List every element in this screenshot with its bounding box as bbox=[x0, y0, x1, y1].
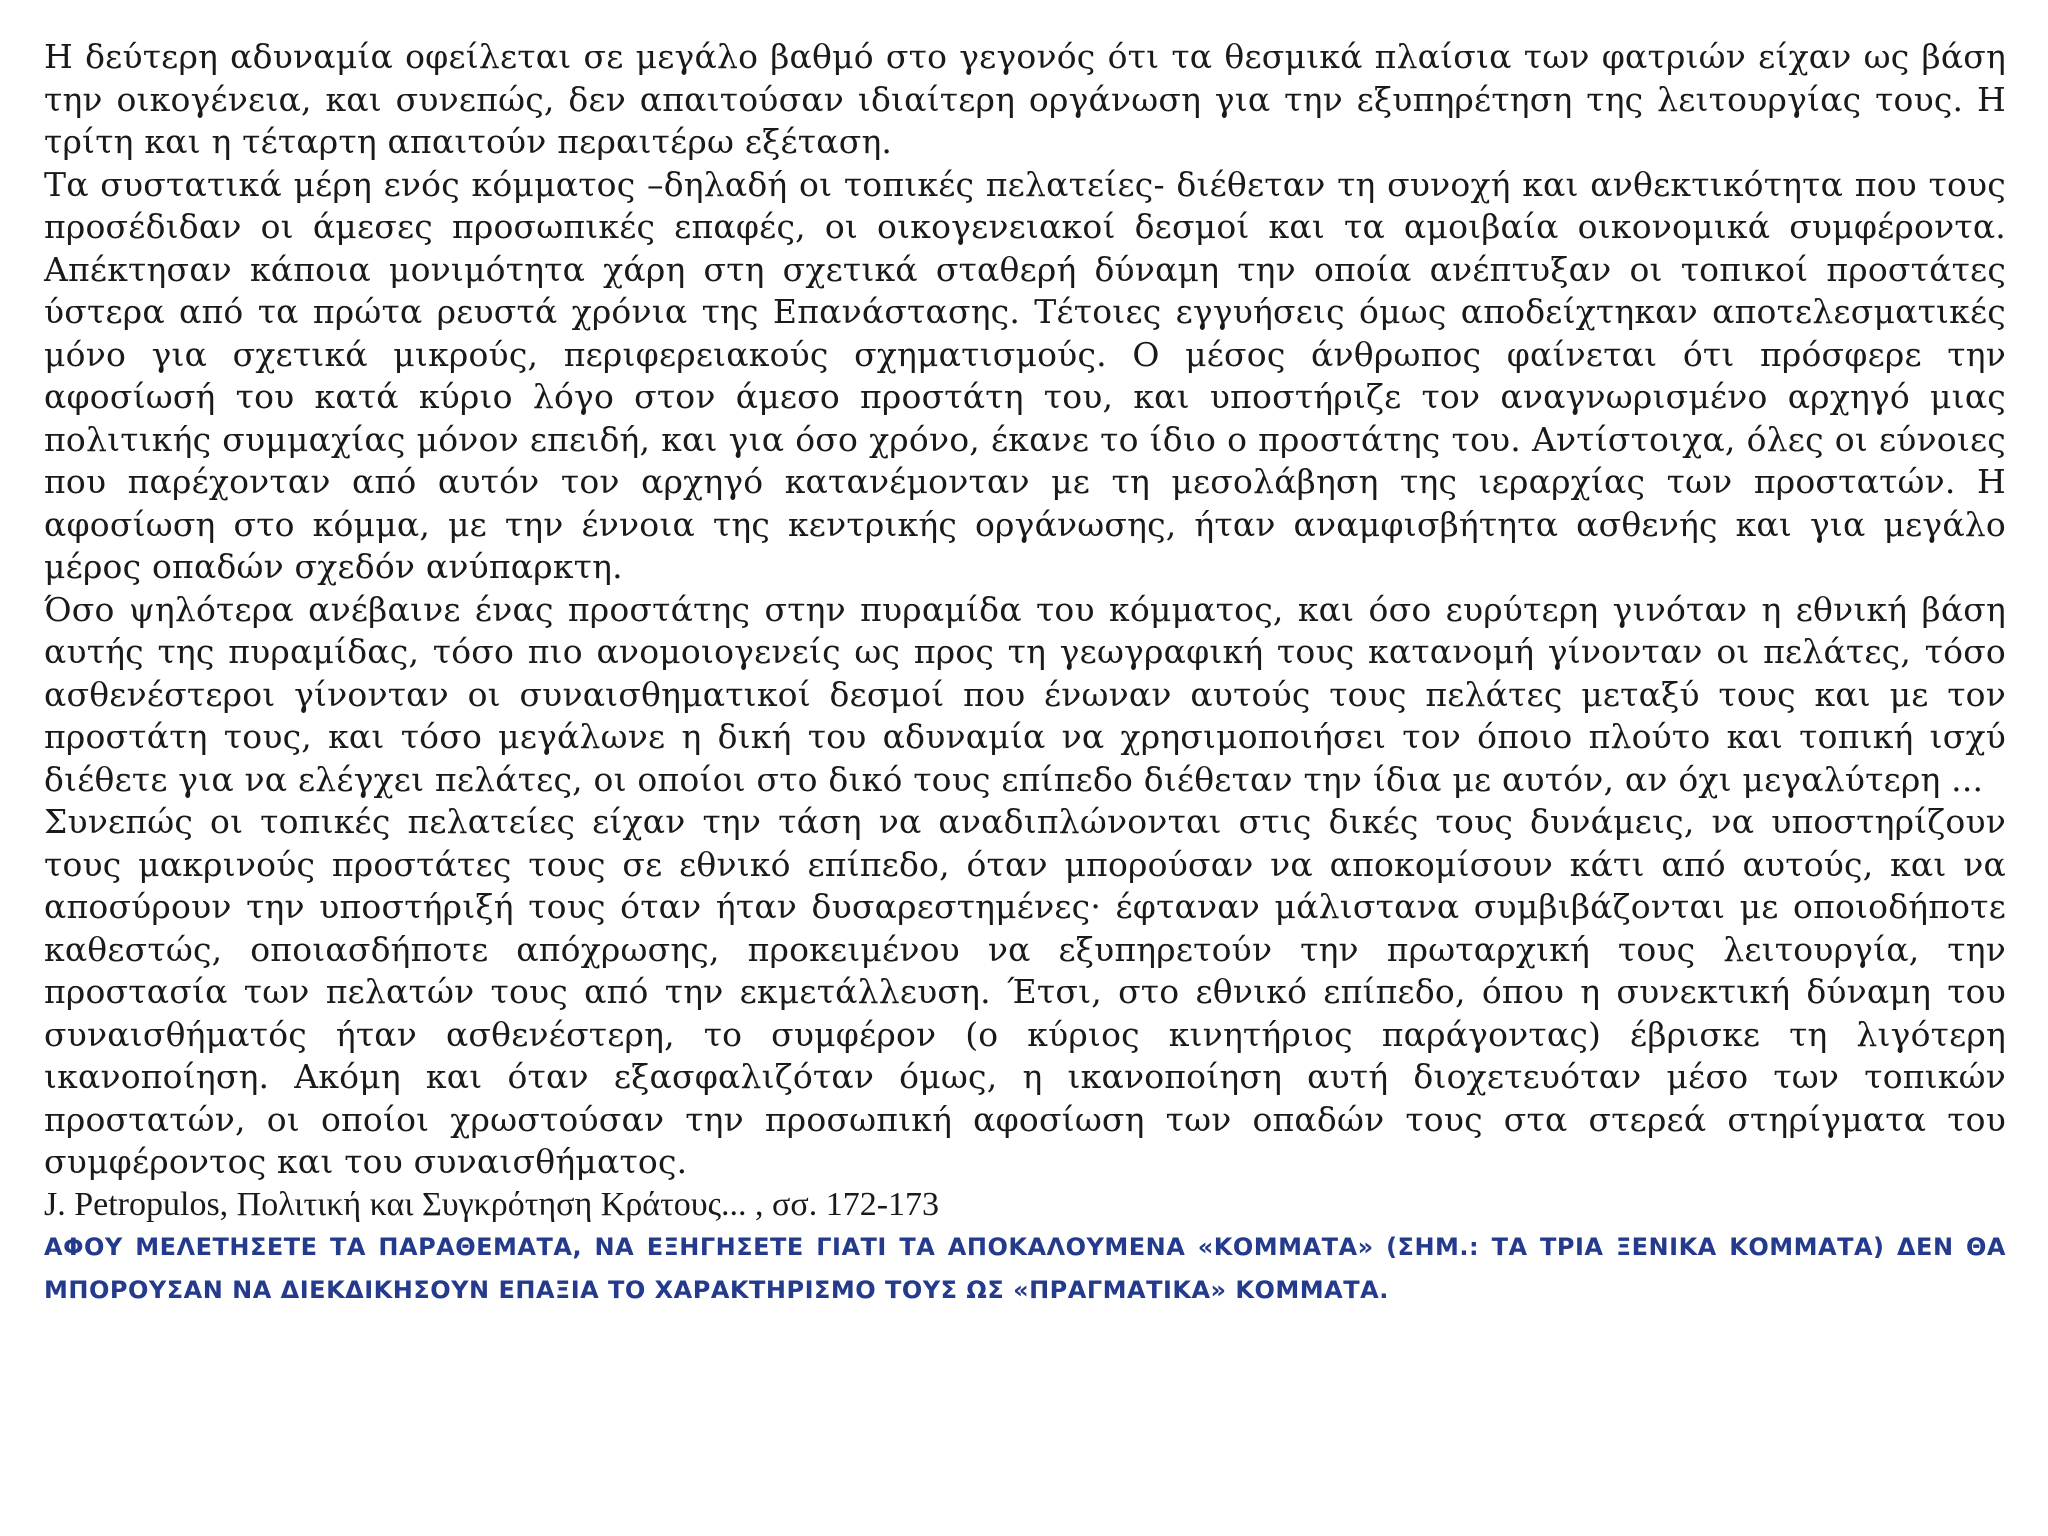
paragraph-second-weakness: Η δεύτερη αδυναμία οφείλεται σε μεγάλο βαθμό στο γεγονός ότι τα θεσμικά πλαίσια των φατριών είχαν ως βάση την οικογένεια, και συνεπώς, δεν απαιτούσαν ιδιαίτερη οργάνωση για την εξυπηρέτηση της λειτουργίας τους. Η τρίτη και η τέταρτη απαιτούν περαιτέρω εξέταση. bbox=[44, 37, 2006, 161]
paragraph-patron-pyramid: Όσο ψηλότερα ανέβαινε ένας προστάτης στην πυραμίδα του κόμματος, και όσο ευρύτερη γινόταν η εθνική βάση αυτής της πυραμίδας, τόσο πιο ανομοιογενείς ως προς τη γεωγραφική τους κατανομή γίνονταν οι πελάτες, τόσο ασθενέστεροι γίνονταν οι συναισθηματικοί δεσμοί που ένωναν αυτούς τους πελάτες μεταξύ τους και με τον προστάτη τους, και τόσο μεγάλωνε η δική του αδυναμία να χρησιμοποιήσει τον όποιο πλούτο και τοπική ισχύ διέθετε για να ελέγχει πελάτες, οι οποίοι στο δικό τους επίπεδο διέθεταν την ίδια με αυτόν, αν όχι μεγαλύτερη ... bbox=[44, 589, 2006, 799]
assignment-question: ΑΦΟΥ ΜΕΛΕΤΗΣΕΤΕ ΤΑ ΠΑΡΑΘΕΜΑΤΑ, ΝΑ ΕΞΗΓΗΣΕΤΕ ΓΙΑΤΙ ΤΑ ΑΠΟΚΑΛΟΥΜΕΝΑ «ΚΟΜΜΑΤΑ» (ΣΗΜ.: ΤΑ ΤΡΙΑ ΞΕΝΙΚΑ ΚΟΜΜΑΤΑ) ΔΕΝ ΘΑ ΜΠΟΡΟΥΣΑΝ ΝΑ ΔΙΕΚΔΙΚΗΣΟΥΝ ΕΠΑΞΙΑ ΤΟ ΧΑΡΑΚΤΗΡΙΣΜΟ ΤΟΥΣ ΩΣ «ΠΡΑΓΜΑΤΙΚΑ» ΚΟΜΜΑΤΑ. bbox=[44, 1232, 2006, 1304]
document-page bbox=[44, 36, 2006, 1312]
paragraph-party-components: Τα συστατικά μέρη ενός κόμματος –δηλαδή οι τοπικές πελατείες- διέθεταν τη συνοχή και ανθεκτικότητα που τους προσέδιδαν οι άμεσες προσωπικές επαφές, οι οικογενειακοί δεσμοί και τα αμοιβαία οικονομικά συμφέροντα. Απέκτησαν κάποια μονιμότητα χάρη στη σχετικά σταθερή δύναμη την οποία ανέπτυξαν οι τοπικοί προστάτες ύστερα από τα πρώτα ρευστά χρόνια της Επανάστασης. Τέτοιες εγγυήσεις όμως αποδείχτηκαν αποτελεσματικές μόνο για σχετικά μικρούς, περιφερειακούς σχηματισμούς. Ο μέσος άνθρωπος φαίνεται ότι πρόσφερε την αφοσίωσή του κατά κύριο λόγο στον άμεσο προστάτη του, και υποστήριζε τον αναγνωρισμένο αρχηγό μιας πολιτικής συμμαχίας μόνον επειδή, και για όσο χρόνο, έκανε το ίδιο ο προστάτης του. Αντίστοιχα, όλες οι εύνοιες που παρέχονταν από αυτόν τον αρχηγό κατανέμονταν με τη μεσολάβηση της ιεραρχίας των προστατών. Η αφοσίωση στο κόμμα, με την έννοια της κεντρικής οργάνωσης, ήταν αναμφισβήτητα ασθενής και για μεγάλο μέρος οπαδών σχεδόν ανύπαρκτη. bbox=[44, 164, 2006, 586]
source-citation: J. Petropulos, Πολιτική και Συγκρότηση Κράτους... , σσ. 172-173 bbox=[44, 1185, 940, 1223]
paragraph-local-clienteles: Συνεπώς οι τοπικές πελατείες είχαν την τάση να αναδιπλώνονται στις δικές τους δυνάμεις, να υποστηρίζουν τους μακρινούς προστάτες τους σε εθνικό επίπεδο, όταν μπορούσαν να αποκομίσουν κάτι από αυτούς, και να αποσύρουν την υποστήριξή τους όταν ήταν δυσαρεστημένες· έφταναν μάλιστανα συμβιβάζονται με οποιοδήποτε καθεστώς, οποιασδήποτε απόχρωσης, προκειμένου να εξυπηρετούν την πρωταρχική τους λειτουργία, την προστασία των πελατών τους από την εκμετάλλευση. Έτσι, στο εθνικό επίπεδο, όπου η συνεκτική δύναμη του συναισθήματός ήταν ασθενέστερη, το συμφέρον (ο κύριος κινητήριος παράγοντας) έβρισκε τη λιγότερη ικανοποίηση. Ακόμη και όταν εξασφαλιζόταν όμως, η ικανοποίηση αυτή διοχετευόταν μέσο των τοπικών προστατών, οι οποίοι χρωστούσαν την προσωπική αφοσίωση των οπαδών τους στα στερεά στηρίγματα του συμφέροντος και του συναισθήματος. bbox=[44, 802, 2006, 1181]
